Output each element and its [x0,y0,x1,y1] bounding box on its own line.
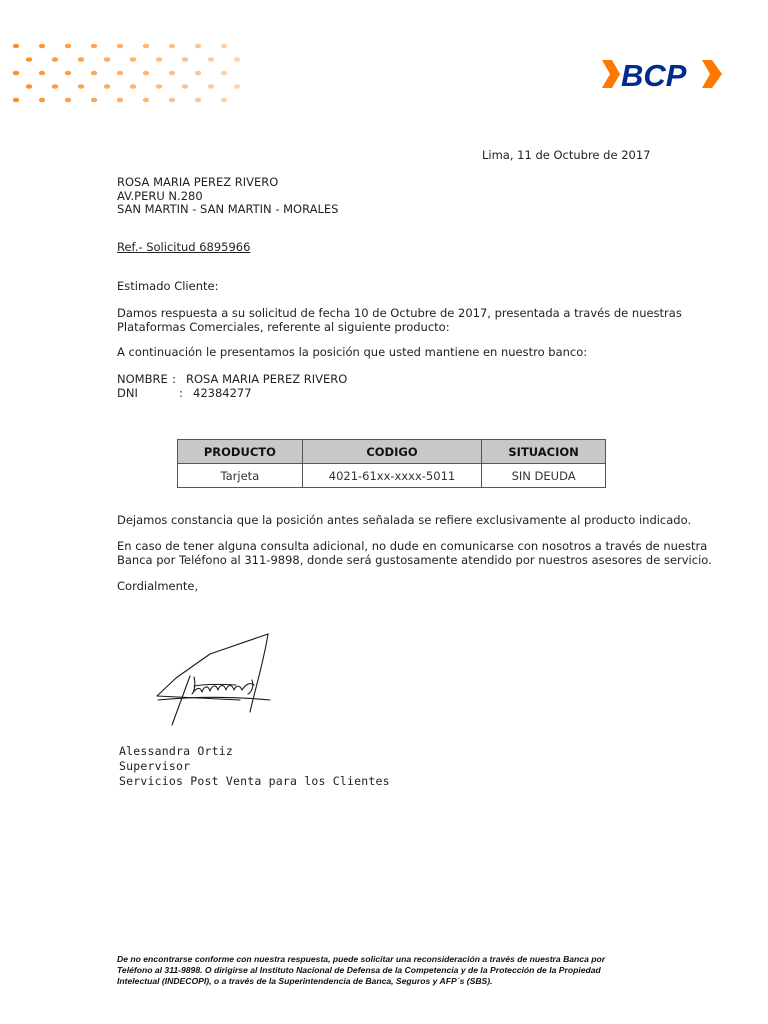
intro-paragraph [117,307,682,334]
decorative-dot [221,98,227,103]
logo-left-chevron-icon [602,60,620,88]
decorative-dot [26,84,32,89]
decorative-dot [78,84,84,89]
client-identification [117,373,347,400]
logo-wordmark: BCP [621,58,687,93]
reference-line: Ref.- Solicitud 6895966 [117,240,251,254]
decorative-dot [143,98,149,103]
decorative-dot [234,84,240,89]
recipient-name: ROSA MARIA PEREZ RIVERO [117,175,279,189]
decorative-dot [117,71,123,76]
decorative-dot [182,57,188,62]
decorative-dot [143,44,149,49]
decorative-dot [52,57,58,62]
decorative-dot [195,98,201,103]
decorative-dot [13,98,19,103]
decorative-dot [221,71,227,76]
product-table-header-row [178,440,606,464]
decorative-dot [130,84,136,89]
signer-block [119,744,390,789]
cell-codigo: 4021-61xx-xxxx-5011 [302,464,481,488]
greeting: Estimado Cliente: [117,279,219,293]
signer-role: Supervisor [119,759,191,773]
product-table [177,439,606,488]
signer-name: Alessandra Ortiz [119,744,233,758]
table-row [178,464,606,488]
client-dni-separator: : [179,385,183,400]
footer-line-1: De no encontrarse conforme con nuestra respuesta, puede solicitar una reconsideración a través de nuestra Banca por [117,954,606,964]
handwritten-signature [150,630,280,730]
signer-department: Servicios Post Venta para los Clientes [119,774,390,788]
decorative-dot [156,84,162,89]
decorative-dot [91,71,97,76]
header-codigo: CODIGO [302,440,481,464]
decorative-dot [195,44,201,49]
decorative-dot [26,57,32,62]
position-paragraph: A continuación le presentamos la posición que usted mantiene en nuestro banco: [117,345,588,359]
decorative-dot [52,84,58,89]
footer-line-2: Teléfono al 311-9898. O dirigirse al Instituto Nacional de Defensa de la Competencia y de la Protección de la Propiedad [117,965,601,975]
footer-line-3: Intelectual (INDECOPI), o a través de la Superintendencia de Banca, Seguros y AFP´s (SBS). [117,976,493,986]
decorative-dot [169,44,175,49]
client-name-row [117,373,347,387]
decorative-dot [104,57,110,62]
decorative-dot [169,71,175,76]
constancia-paragraph: Dejamos constancia que la posición antes señalada se refiere exclusivamente al producto indicado. [117,513,692,527]
client-name-label: NOMBRE [117,372,168,386]
client-dni-value: 42384277 [193,385,252,400]
decorative-dot [208,57,214,62]
decorative-dot [39,98,45,103]
decorative-dot [65,71,71,76]
contact-line-2: Banca por Teléfono al 311-9898, donde será gustosamente atendido por nuestros asesores de servicio. [117,552,712,567]
header-situacion: SITUACION [482,440,606,464]
decorative-dot [65,44,71,49]
decorative-dot [195,71,201,76]
decorative-dot [65,98,71,103]
intro-line-2: Plataformas Comerciales, referente al siguiente producto: [117,319,450,334]
decorative-dot [169,98,175,103]
decorative-dot [221,44,227,49]
decorative-dot [78,57,84,62]
intro-line-1: Damos respuesta a su solicitud de fecha 10 de Octubre de 2017, presentada a través de nuestras [117,306,682,320]
cell-situacion: SIN DEUDA [482,464,606,488]
recipient-location: SAN MARTIN - SAN MARTIN - MORALES [117,202,339,216]
decorative-dot [130,57,136,62]
decorative-dot [39,44,45,49]
decorative-dots-pattern [10,38,245,108]
client-name-separator: : [172,372,176,386]
recipient-street: AV.PERU N.280 [117,188,203,203]
contact-paragraph [117,540,712,567]
decorative-dot [39,71,45,76]
decorative-dot [13,71,19,76]
decorative-dot [91,44,97,49]
cell-producto: Tarjeta [178,464,303,488]
bcp-logo [598,54,728,94]
client-dni-row [117,387,347,401]
valediction: Cordialmente, [117,579,199,593]
recipient-address [117,176,338,217]
contact-line-1: En caso de tener alguna consulta adicional, no dude en comunicarse con nosotros a través de nuestra [117,539,708,553]
decorative-dot [117,44,123,49]
logo-right-chevron-icon [702,60,722,88]
decorative-dot [117,98,123,103]
decorative-dot [104,84,110,89]
decorative-dot [13,44,19,49]
client-name-value: ROSA MARIA PEREZ RIVERO [186,372,348,386]
decorative-dot [156,57,162,62]
decorative-dot [91,98,97,103]
footer-disclaimer [117,954,647,987]
client-dni-label: DNI [117,385,138,400]
decorative-dot [143,71,149,76]
decorative-dot [208,84,214,89]
decorative-dot [234,57,240,62]
decorative-dot [182,84,188,89]
header-producto: PRODUCTO [178,440,303,464]
letter-date: Lima, 11 de Octubre de 2017 [482,148,651,162]
